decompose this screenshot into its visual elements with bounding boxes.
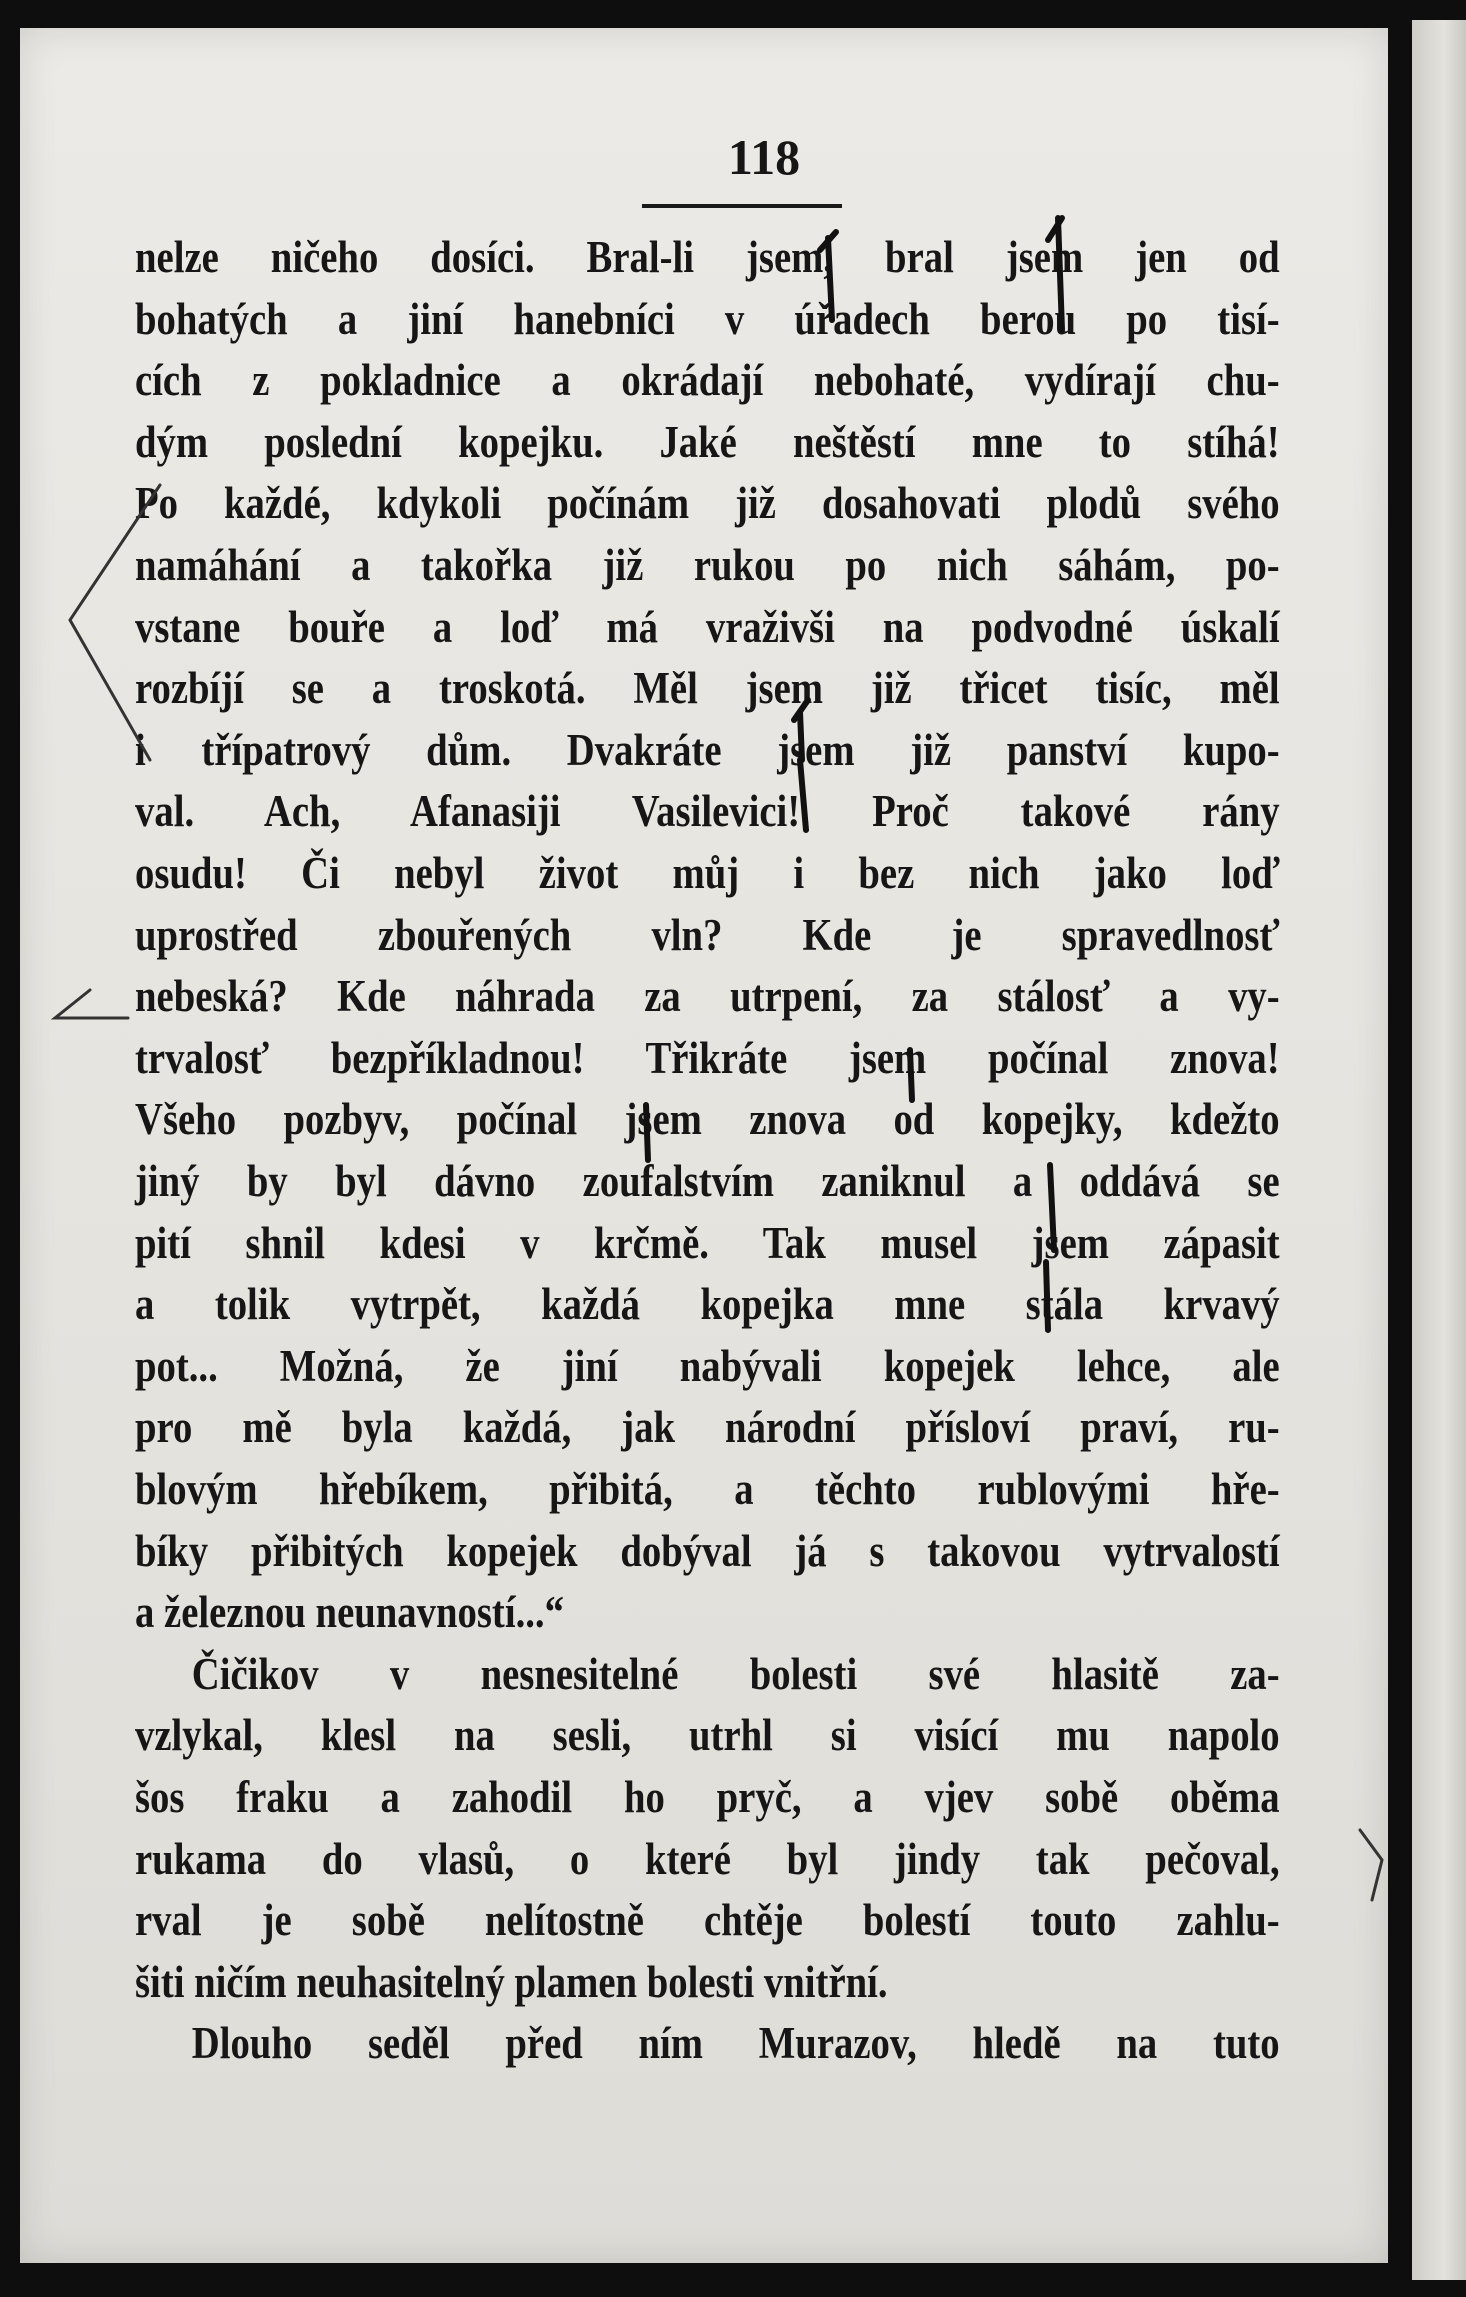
text-line: Dlouho seděl před ním Murazov, hledě na tuto: [191, 2018, 1280, 2069]
text-line: Všeho pozbyv, počínal jsem znova od kopejky, kdežto: [135, 1094, 1280, 1145]
text-line: blovým hřebíkem, přibitá, a těchto rublovými hře-: [135, 1464, 1280, 1514]
text-line: a železnou neunavností...“: [135, 1587, 564, 1638]
text-line: vzlykal, klesl na sesli, utrhl si visící mu napolo: [135, 1710, 1280, 1761]
text-line: nebeská? Kde náhrada za utrpení, za stálosť a vy-: [135, 971, 1280, 1022]
text-line: Čičikov v nesnesitelné bolesti své hlasitě za-: [191, 1648, 1280, 1699]
text-line: a tolik vytrpět, každá kopejka mne stála krvavý: [135, 1279, 1280, 1330]
text-line: uprostřed zbouřených vln? Kde je spravedlnosť: [135, 909, 1280, 960]
text-line: osudu! Či nebyl život můj i bez nich jako loď: [135, 848, 1280, 898]
adjacent-page-edge: [1412, 20, 1466, 2280]
text-line: rukama do vlasů, o které byl jindy tak pečoval,: [135, 1833, 1280, 1884]
text-line: jiný by byl dávno zoufalstvím zaniknul a oddává se: [135, 1156, 1280, 1206]
text-line: rval je sobě nelítostně chtěje bolestí touto zahlu-: [135, 1895, 1280, 1946]
text-line: namáhání a takořka již rukou po nich sáhám, po-: [135, 540, 1280, 590]
text-line: pot... Možná, že jiní nabývali kopejek lehce, ale: [135, 1340, 1280, 1391]
text-line: bíky přibitých kopejek dobýval já s takovou vytrvalostí: [135, 1525, 1280, 1576]
text-line: pro mě byla každá, jak národní přísloví praví, ru-: [135, 1402, 1280, 1453]
text-line: šiti ničím neuhasitelný plamen bolesti vnitřní.: [135, 1956, 888, 2007]
text-line: cích z pokladnice a okrádají nebohaté, vydírají chu-: [135, 355, 1280, 406]
text-line: vstane bouře a loď má vraživši na podvodné úskalí: [135, 601, 1280, 652]
text-line: i třípatrový dům. Dvakráte jsem již panství kupo-: [135, 724, 1280, 775]
text-line: val. Ach, Afanasiji Vasilevici! Proč takové rány: [135, 786, 1280, 837]
text-line: dým poslední kopejku. Jaké neštěstí mne to stíhá!: [135, 416, 1280, 467]
text-line: trvalosť bezpříkladnou! Třikráte jsem počínal znova!: [135, 1032, 1280, 1083]
text-line: rozbíjí se a troskotá. Měl jsem již třicet tisíc, měl: [135, 663, 1280, 714]
page-number: 118: [727, 129, 801, 185]
text-line: bohatých a jiní hanebníci v úřadech berou po tisí-: [135, 293, 1280, 344]
text-line: Po každé, kdykoli počínám již dosahovati plodů svého: [135, 478, 1280, 529]
page-number-rule: [642, 204, 842, 208]
book-page: [20, 28, 1388, 2263]
text-line: pití shnil kdesi v krčmě. Tak musel jsem zápasit: [135, 1217, 1280, 1268]
text-line: šos fraku a zahodil ho pryč, a vjev sobě oběma: [135, 1772, 1280, 1822]
text-line: nelze ničeho dosíci. Bral-li jsem, bral jsem jen od: [135, 232, 1280, 282]
